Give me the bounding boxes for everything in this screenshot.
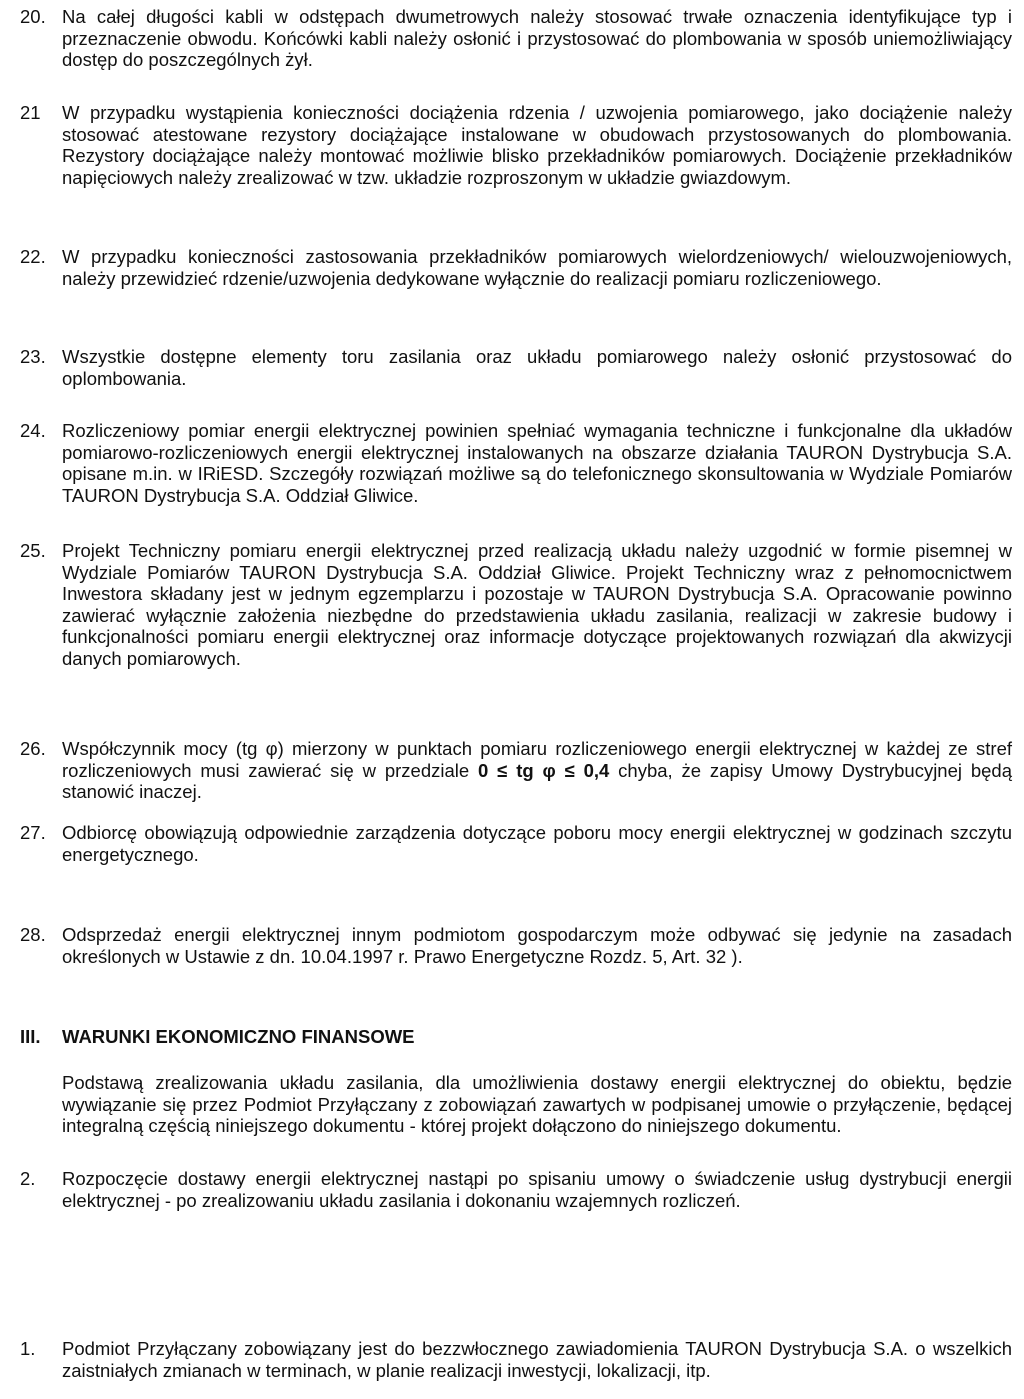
section-number: III. <box>20 1026 41 1047</box>
clause-number: 2. <box>20 1168 36 1189</box>
clause-number: 25. <box>20 540 46 561</box>
section-item-3 <box>20 1338 1012 1381</box>
clause-20 <box>20 6 1012 71</box>
clause-text: W przypadku wystąpienia konieczności dociążenia rdzenia / uzwojenia pomiarowego, jako dociążenie należy stosować atestowane rezystory dociążające instalowane w obudowach przystosowanych do plombowania. Rezystory dociążające należy montować możliwie blisko przekładników pomiarowych. Dociążenie przekładników napięciowych należy zrealizować w tzw. układzie rozproszonym w układzie gwiazdowym. <box>62 102 1012 188</box>
clause-text-end: chyba, że zapisy Umowy Dystrybucyjnej będą stanowić inaczej. <box>62 759 1013 802</box>
section-item-2 <box>20 1168 1012 1211</box>
clause-text <box>62 738 1012 803</box>
clause-26 <box>20 738 1012 803</box>
clause-21 <box>20 102 1012 188</box>
section-heading <box>20 1026 1012 1048</box>
clause-text: Na całej długości kabli w odstępach dwumetrowych należy stosować trwałe oznaczenia identyfikujące typ i przeznaczenie obwodu. Końcówki kabli należy osłonić i przystosować do plombowania w sposób uniemożliwiający dostęp do poszczególnych żył. <box>62 6 1012 70</box>
clause-25 <box>20 540 1012 669</box>
clause-text: Rozliczeniowy pomiar energii elektrycznej powinien spełniać wymagania techniczne i funkcjonalne dla układów pomiarowo-rozliczeniowych energii elektrycznej instalowanych na obszarze działania TAURON Dystrybucja S.A. opisane m.in. w IRiESD. Szczegóły rozwiązań możliwe są do telefonicznego skonsultowania w Wydziale Pomiarów TAURON Dystrybucja S.A. Oddział Gliwice. <box>62 420 1012 506</box>
clause-number: 23. <box>20 346 46 367</box>
clause-text-start: Współczynnik mocy (tg φ) mierzony w punktach pomiaru rozliczeniowego energii elektrycznej w każdej ze stref rozliczeniowych musi zawierać się w przedziale <box>62 738 1012 781</box>
clause-text: W przypadku konieczności zastosowania przekładników pomiarowych wielordzeniowych/ wielouzwojeniowych, należy przewidzieć rdzenie/uzwojenia dedykowane wyłącznie do realizacji pomiaru rozliczeniowego. <box>62 246 1012 289</box>
clause-text: Rozpoczęcie dostawy energii elektrycznej nastąpi po spisaniu umowy o świadczenie usług dystrybucji energii elektrycznej - po zrealizowaniu układu zasilania i dokonaniu wzajemnych rozliczeń. <box>62 1168 1012 1211</box>
clause-text: Podmiot Przyłączany zobowiązany jest do bezzwłocznego zawiadomienia TAURON Dystrybucja S.A. o wszelkich zaistniałych zmianach w terminach, w planie realizacji inwestycji, lokalizacji, itp. <box>62 1338 1012 1381</box>
clause-text: Odbiorcę obowiązują odpowiednie zarządzenia dotyczące poboru mocy energii elektrycznej w godzinach szczytu energetycznego. <box>62 822 1012 865</box>
clause-text: Odsprzedaż energii elektrycznej innym podmiotom gospodarczym może odbywać się jedynie na zasadach określonych w Ustawie z dn. 10.04.1997 r. Prawo Energetyczne Rozdz. 5, Art. 32 ). <box>62 924 1012 967</box>
clause-number: 26. <box>20 738 46 759</box>
clause-24 <box>20 420 1012 506</box>
clause-number: 20. <box>20 6 46 27</box>
clause-number: 24. <box>20 420 46 441</box>
clause-number: 1. <box>20 1338 36 1359</box>
clause-text: Wszystkie dostępne elementy toru zasilania oraz układu pomiarowego należy osłonić przystosować do oplombowania. <box>62 346 1012 389</box>
clause-number: 28. <box>20 924 46 945</box>
section-item-1 <box>20 1072 1012 1137</box>
clause-23 <box>20 346 1012 389</box>
clause-text: Podstawą zrealizowania układu zasilania, dla umożliwienia dostawy energii elektrycznej do obiektu, będzie wywiązanie się przez Podmiot Przyłączany z zobowiązań zawartych w podpisanej umowie o przyłączenie, będącej integralną częścią niniejszego dokumentu - której projekt dołączono do niniejszego dokumentu. <box>62 1072 1012 1136</box>
clause-text: Projekt Techniczny pomiaru energii elektrycznej przed realizacją układu należy uzgodnić w formie pisemnej w Wydziale Pomiarów TAURON Dystrybucja S.A. Oddział Gliwice. Projekt Techniczny wraz z pełnomocnictwem Inwestora składany jest w jednym egzemplarzu i pozostaje w TAURON Dystrybucja S.A. Opracowanie powinno zawierać wyłącznie założenia niezbędne do przedstawienia układu zasilania, realizacji w zakresie budowy i funkcjonalności pomiaru energii elektrycznej oraz informacje dotyczące projektowanych rozwiązań dla akwizycji danych pomiarowych. <box>62 540 1012 669</box>
section-title: WARUNKI EKONOMICZNO FINANSOWE <box>62 1026 415 1047</box>
clause-number: 21 <box>20 102 41 123</box>
clause-22 <box>20 246 1012 289</box>
clause-number: 27. <box>20 822 46 843</box>
clause-27 <box>20 822 1012 865</box>
clause-number: 22. <box>20 246 46 267</box>
power-factor-range: 0 ≤ tg φ ≤ 0,4 <box>478 759 610 781</box>
clause-28 <box>20 924 1012 967</box>
